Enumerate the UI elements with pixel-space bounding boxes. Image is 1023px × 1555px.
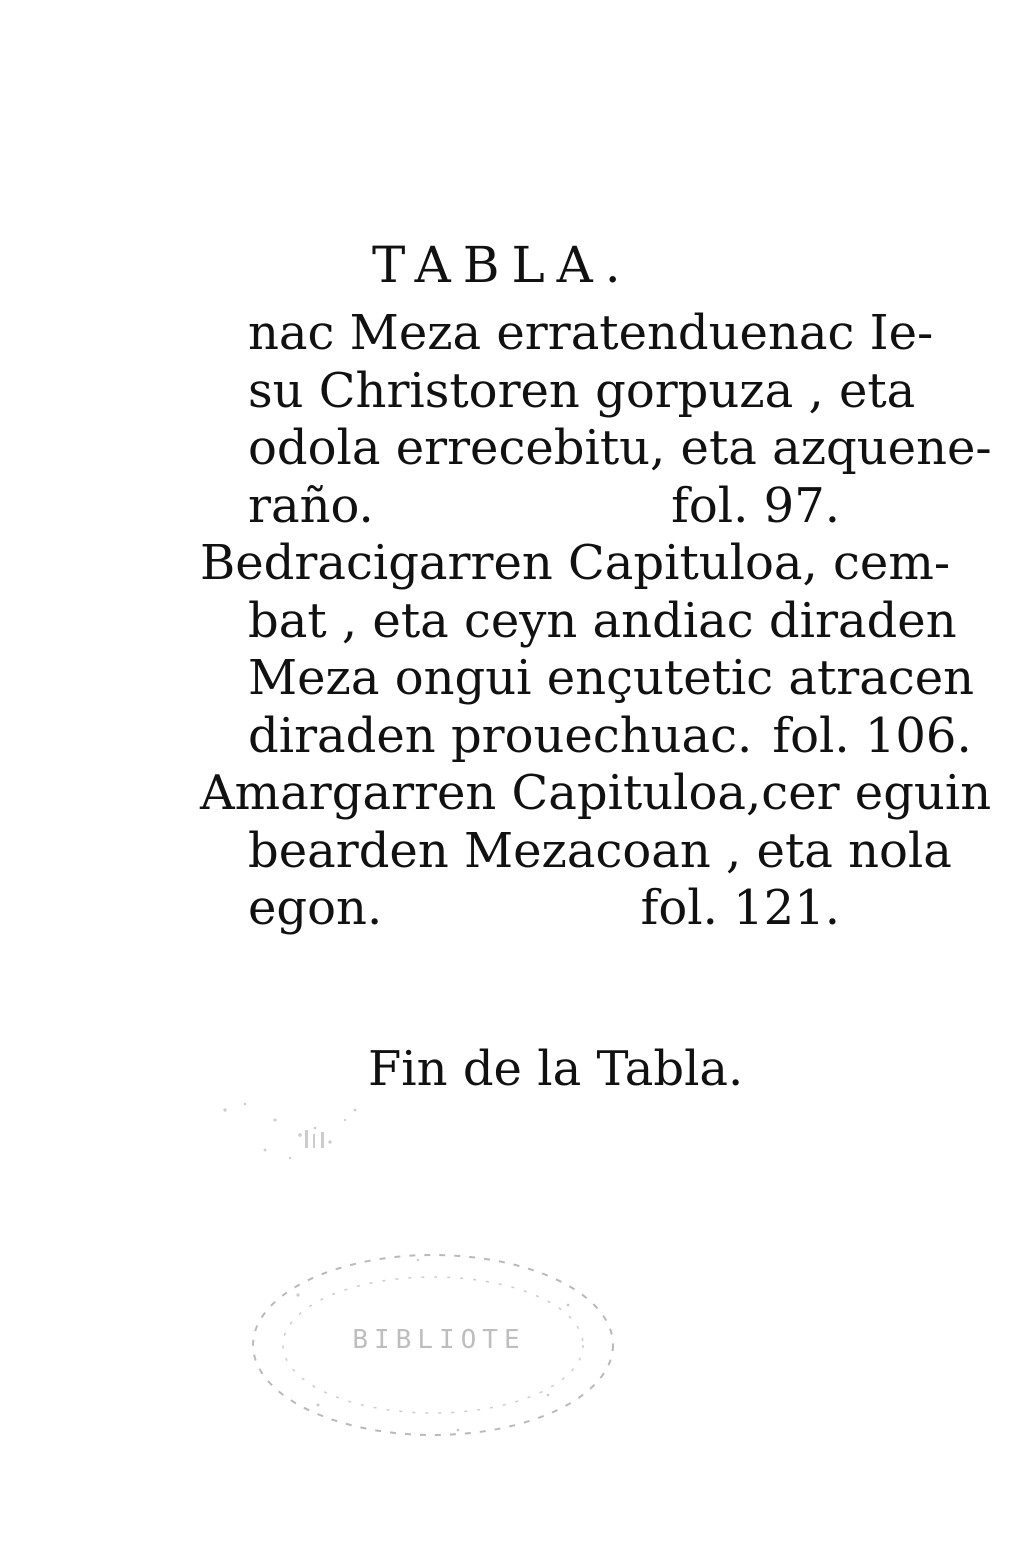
toc-entry xyxy=(200,305,992,535)
table-of-contents xyxy=(200,305,992,938)
entry-line xyxy=(200,707,972,766)
toc-entry xyxy=(200,535,975,765)
entry-line xyxy=(200,535,951,593)
entry-text: raño. xyxy=(248,477,374,534)
folio-reference: fol. 121. xyxy=(640,880,840,936)
entry-text: egon. xyxy=(248,880,383,936)
toc-entry xyxy=(200,765,992,938)
ink-smudge xyxy=(205,1080,385,1200)
stamp-text: BIBLIOTE xyxy=(352,1325,526,1355)
entry-text: su Christoren gorpuza , eta xyxy=(248,362,916,419)
entry-text: diraden prouechuac. xyxy=(248,707,753,764)
entry-line xyxy=(200,305,934,363)
entry-line xyxy=(200,592,957,651)
end-of-table-note: Fin de la Tabla. xyxy=(368,1041,744,1097)
page-heading: TABLA. xyxy=(372,236,633,294)
entry-text: nac Meza erratenduenac Ie- xyxy=(248,305,934,361)
entry-line xyxy=(200,822,952,881)
entry-text: Amargarren Capituloa,cer eguin xyxy=(200,765,992,821)
entry-line xyxy=(200,420,992,478)
entry-line xyxy=(200,880,840,938)
entry-line xyxy=(200,362,916,421)
folio-reference: fol. 97. xyxy=(671,477,840,534)
entry-text: odola errecebitu, eta azquene- xyxy=(248,420,992,476)
entry-text: bearden Mezacoan , eta nola xyxy=(248,822,952,879)
entry-text: bat , eta ceyn andiac diraden xyxy=(248,592,957,649)
entry-text: Meza ongui ençutetic atracen xyxy=(248,650,975,706)
folio-reference: fol. 106. xyxy=(772,707,972,764)
library-stamp xyxy=(238,1235,638,1445)
entry-text: Bedracigarren Capituloa, cem- xyxy=(200,535,951,591)
entry-line xyxy=(200,765,992,823)
entry-line xyxy=(200,478,840,536)
entry-line xyxy=(200,650,975,708)
